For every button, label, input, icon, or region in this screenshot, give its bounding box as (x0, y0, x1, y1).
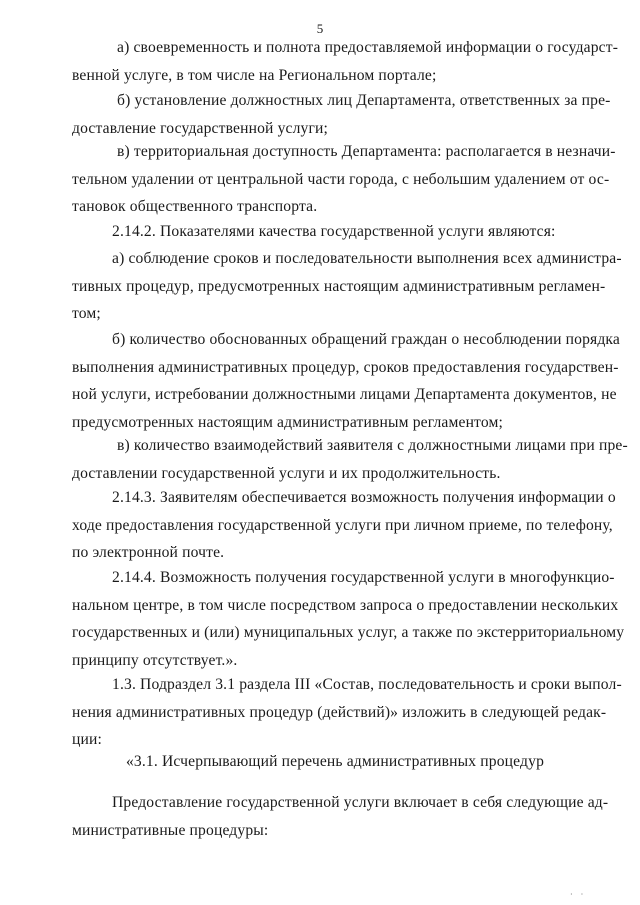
text-line: 2.14.2. Показателями качества государственной услуги являются: (112, 223, 556, 240)
text-line: выполнения административных процедур, сроков предоставления государствен- (72, 358, 619, 376)
text-line: доставлении государственной услуги и их продолжительность. (72, 464, 501, 482)
text-line: 2.14.4. Возможность получения государственной услуги в многофункцио- (112, 569, 615, 586)
scan-marks: · · (570, 890, 587, 899)
text-line: а) соблюдение сроков и последовательности выполнения всех администра- (112, 250, 622, 267)
paragraph-quality-item-b (72, 326, 620, 436)
text-line: тивных процедур, предусмотренных настоящим административным регламен- (72, 277, 606, 295)
text-line: нения административных процедур (действий)» изложить в следующей редак- (72, 703, 607, 721)
paragraph-procedures-intro (72, 789, 609, 844)
text-line: Предоставление государственной услуги включает в себя следующие ад- (112, 794, 609, 811)
page-number: 5 (316, 21, 324, 36)
text-line: государственных и (или) муниципальных услуг, а также по экстерриториальному (72, 624, 625, 641)
paragraph-quality-item-a (72, 245, 622, 328)
text-line: в) количество взаимодействий заявителя с должностными лицами при пре- (117, 437, 628, 454)
text-line: нальном центре, в том числе посредством запроса о предоставлении нескольких (72, 596, 619, 614)
text-line: тановок общественного транспорта. (72, 198, 318, 215)
text-line: доставление государственной услуги; (72, 119, 328, 137)
section-heading-3-1 (72, 748, 598, 776)
text-line: тельном удалении от центральной части города, с небольшим удалением от ос- (72, 170, 610, 188)
paragraph-1-3-amendment (72, 671, 622, 754)
text-line: по электронной почте. (72, 544, 225, 561)
paragraph-item-c-accessibility (72, 138, 616, 221)
paragraph-item-a-information (72, 34, 619, 89)
text-line: «3.1. Исчерпывающий перечень административных процедур (125, 753, 545, 770)
text-line: ной услуги, истребовании должностными лицами Департамента документов, не (72, 386, 617, 403)
paragraph-quality-item-c (72, 432, 628, 487)
text-line: предусмотренных настоящим административным регламентом; (72, 413, 503, 431)
text-line: 2.14.3. Заявителям обеспечивается возможность получения информации о (112, 489, 616, 506)
paragraph-2-14-3 (72, 484, 616, 567)
text-line: том; (72, 305, 101, 322)
paragraph-item-b-officials (72, 87, 611, 142)
text-line: а) своевременность и полнота предоставляемой информации о государст- (117, 39, 619, 56)
text-line: ции: (72, 731, 102, 748)
text-line: ходе предоставления государственной услуги при личном приеме, по телефону, (72, 516, 613, 534)
text-line: в) территориальная доступность Департамента: располагается в незначи- (117, 143, 616, 160)
text-line: венной услуге, в том числе на Региональном портале; (72, 66, 437, 84)
text-line: б) количество обоснованных обращений граждан о несоблюдении порядка (112, 331, 620, 348)
paragraph-2-14-4 (72, 564, 625, 674)
text-line: б) установление должностных лиц Департамента, ответственных за пре- (117, 92, 611, 109)
paragraph-2-14-2 (72, 218, 598, 246)
text-line: принципу отсутствует.». (72, 651, 238, 669)
text-line: министративные процедуры: (72, 821, 269, 839)
text-line: 1.3. Подраздел 3.1 раздела III «Состав, последовательность и сроки выпол- (112, 676, 622, 693)
